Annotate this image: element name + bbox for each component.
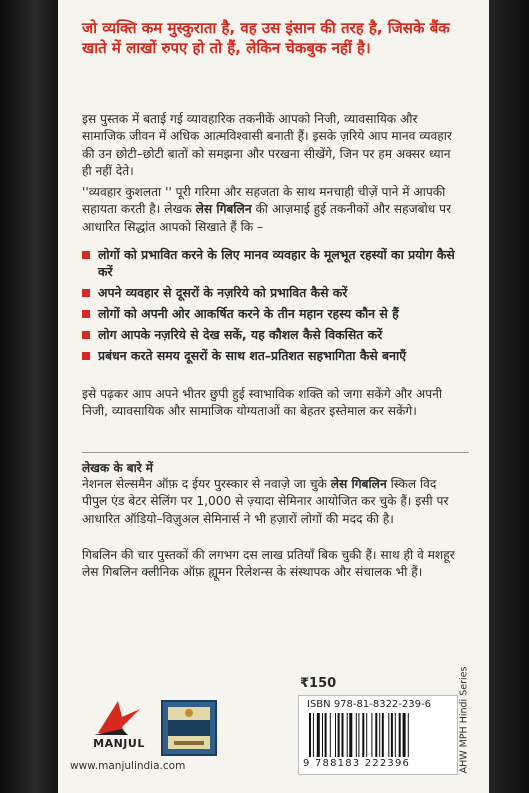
barcode-bar	[371, 713, 372, 757]
barcode-bar	[338, 713, 340, 757]
barcode-bar	[379, 713, 380, 757]
barcode-bar	[382, 713, 384, 757]
barcode-bar	[356, 713, 357, 757]
about-paragraph-start: नेशनल सेल्समैन ऑफ़ द ईयर पुरस्कार से नवाज़े जा चुके	[82, 477, 331, 491]
closing-paragraph: इसे पढ़कर आप अपने भीतर छुपी हुई स्वाभाविक शक्ति को जगा सकेंगे और अपनी निजी, व्यावसायिक और सामाजिक योग्यताओं का बेहतर इस्तेमाल कर सकेंगे।	[82, 387, 443, 419]
about-author-title: लेखक के बारे में	[82, 461, 153, 475]
barcode-bar	[366, 713, 367, 757]
author-name: लेस गिबलिन	[195, 202, 252, 217]
method-paragraph	[82, 184, 457, 236]
section-divider	[82, 452, 469, 453]
book-spine-edge	[0, 0, 58, 793]
book-right-edge	[489, 0, 529, 793]
headline-quote: जो व्यक्ति कम मुस्कुराता है, वह उस इंसान की तरह है, जिसके बैंक खाते में लाखों रुपए हो तो हैं, लेकिन चेकबुक नहीं है।	[82, 19, 450, 57]
price-label: ₹150	[300, 676, 337, 691]
list-item: लोग आपके नज़रिये से देख सकें, यह कौशल कैसे विकसित करें	[82, 326, 467, 343]
red-square-icon	[82, 251, 90, 259]
red-square-icon	[82, 310, 90, 318]
barcode-bar	[403, 713, 406, 757]
list-item: अपने व्यवहार से दूसरों के नज़रिये को प्रभावित कैसे करें	[82, 284, 467, 301]
barcode-bar	[408, 713, 409, 757]
barcode-bar	[388, 713, 389, 757]
list-item: प्रबंधन करते समय दूसरों के साथ शत–प्रतिशत सहभागिता कैसे बनाएँ	[82, 347, 467, 364]
barcode-bar	[375, 713, 377, 757]
series-label: AHW MPH Hindi Series	[458, 666, 470, 774]
barcode-bar	[395, 713, 396, 757]
barcode-bar	[325, 713, 327, 757]
about-author-name: लेस गिबलिन	[330, 477, 387, 491]
isbn-block	[298, 695, 458, 775]
publisher-url: www.manjulindia.com	[70, 760, 186, 772]
isbn-number: ISBN 978-81-8322-239-6	[307, 699, 431, 710]
barcode-bar	[322, 713, 323, 757]
barcode-bar	[309, 713, 311, 757]
barcode-bar	[335, 713, 336, 757]
about-author-paragraph	[82, 476, 457, 528]
barcode-bar	[330, 713, 331, 757]
benefits-list	[82, 246, 467, 368]
barcode-bar	[399, 713, 401, 757]
list-item: लोगों को प्रभावित करने के लिए मानव व्यवहार के मूलभूत रहस्यों का प्रयोग कैसे करें	[82, 246, 467, 280]
series-label-wrapper	[454, 660, 474, 780]
publisher-name: MANJUL	[93, 737, 145, 750]
barcode-bar	[317, 713, 320, 757]
barcode-bar	[362, 713, 364, 757]
barcode-digits: 9 788183 222396	[303, 758, 411, 769]
method-paragraph-start: ''व्यवहार कुशलता '' पूरी गरिमा और सहजता के साथ मनचाही चीज़ें पाने में आपकी सहायता करती है। लेखक	[82, 185, 446, 217]
about-paragraph-end: स्किल विद पीपुल एंड बेटर सेलिंग पर 1,000 से ज़्यादा सेमिनार आयोजित कर चुके हैं। इसी पर आधारित ऑडियो–विज़ुअल सेमिनार्स ने भी हज़ारों लोगों की मदद की है।	[82, 477, 449, 526]
author-books-paragraph: गिबलिन की चार पुस्तकों की लगभग दस लाख प्रतियाँ बिक चुकी हैं। साथ ही वे मशहूर लेस गिबलिन क्लीनिक ऑफ़ ह्यूमन रिलेशन्स के संस्थापक और संचालक भी हैं।	[82, 548, 455, 580]
isbn-barcode	[307, 713, 449, 757]
barcode-bar	[347, 713, 348, 757]
barcode-bar	[342, 713, 344, 757]
red-square-icon	[82, 331, 90, 339]
barcode-bar	[349, 713, 352, 757]
red-square-icon	[82, 289, 90, 297]
barcode-bar	[391, 713, 393, 757]
red-square-icon	[82, 352, 90, 360]
intro-paragraph: इस पुस्तक में बताई गई व्यावहारिक तकनीकें आपको निजी, व्यावसायिक और सामाजिक जीवन में अधिक आत्मविश्वासी बनाती हैं। इसके ज़रिये आप मानव व्यवहार की उन छोटी–छोटी बातों को समझना और परखना सीखेंगे, जिन पर हम अक्सर ध्यान ही नहीं देते।	[82, 112, 452, 178]
barcode-bar	[313, 713, 314, 757]
manjul-publishing-seal	[160, 699, 218, 757]
method-paragraph-end: की आज़माई हुई तकनीकों और सहजबोध पर आधारित सिद्धांत आपको सिखाते हैं कि –	[82, 202, 452, 234]
barcode-bar	[358, 713, 359, 757]
list-item: लोगों को अपनी ओर आकर्षित करने के तीन महान रहस्य कौन से हैं	[82, 305, 467, 322]
